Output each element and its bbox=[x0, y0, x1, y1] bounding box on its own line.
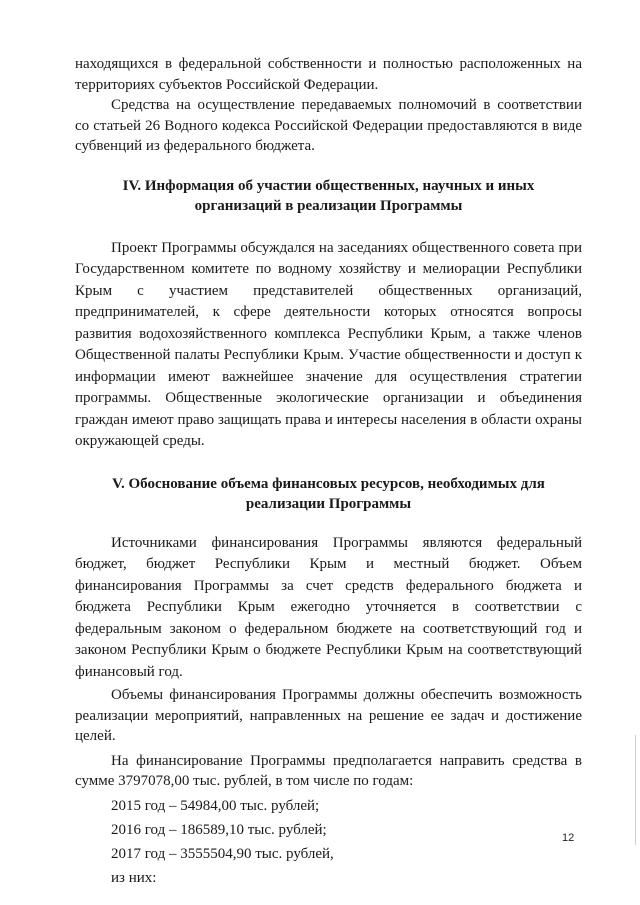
section-5-paragraph-total: На финансирование Программы предполагается направить средства в сумме 3797078,00 тыс. рублей, в том числе по годам: bbox=[75, 752, 582, 789]
trailing-text: из них: bbox=[111, 869, 157, 886]
page-number: 12 bbox=[562, 832, 575, 844]
section-5-heading-line-2: реализации Программы bbox=[245, 496, 412, 512]
paragraph-subventions: Средства на осуществление передаваемых полномочий в соответствии со статьей 26 Водного кодекса Российской Федерации предоставляются в виде субвенций из федерального бюджета. bbox=[75, 97, 582, 154]
section-5-paragraph-sources: Источниками финансирования Программы являются федеральный бюджет, бюджет Республики Крым и местный бюджет. Объем финансирования Программы за счет средств федерального бюджета и бюджета Республики Крым ежегодно уточняется в соответствии с федеральным законом о федеральном бюджете на соответствующий год и законом Республики Крым о бюджете Республики Крым на соответствующий финансовый год. bbox=[75, 534, 582, 680]
section-4-heading-line-1: IV. Информация об участии общественных, научных и иных bbox=[122, 177, 535, 194]
year-2015-line: 2015 год – 54984,00 тыс. рублей; bbox=[111, 797, 320, 814]
scan-edge-line bbox=[635, 735, 636, 845]
paragraph-continuation: находящихся в федеральной собственности и полностью расположенных на территориях субъектов Российской Федерации. bbox=[75, 56, 582, 93]
year-2016-line: 2016 год – 186589,10 тыс. рублей; bbox=[111, 821, 327, 838]
section-5-paragraph-volumes: Объемы финансирования Программы должны обеспечить возможность реализации мероприятий, направленных на решение ее задач и достижение целей. bbox=[75, 687, 582, 744]
section-4-paragraph: Проект Программы обсуждался на заседаниях общественного совета при Государственном комитете по водному хозяйству и мелиорации Республики Крым с участием представителей общественных организаций, предпринимателей, к сфере деятельности которых относятся вопросы развития водохозяйственного комплекса Республики Крым, а также членов Общественной палаты Республики Крым. Участие общественности и доступ к информации имеют важнейшее значение для осуществления стратегии программы. Общественные экологические организации и объединения граждан имеют право защищать права и интересы населения в области охраны окружающей среды. bbox=[75, 239, 582, 449]
section-5-heading-line-1: V. Обоснование объема финансовых ресурсов, необходимых для bbox=[112, 475, 545, 492]
document-page bbox=[75, 54, 582, 890]
section-4-heading-line-2: организаций в реализации Программы bbox=[194, 198, 463, 214]
year-2017-line: 2017 год – 3555504,90 тыс. рублей, bbox=[111, 845, 334, 862]
